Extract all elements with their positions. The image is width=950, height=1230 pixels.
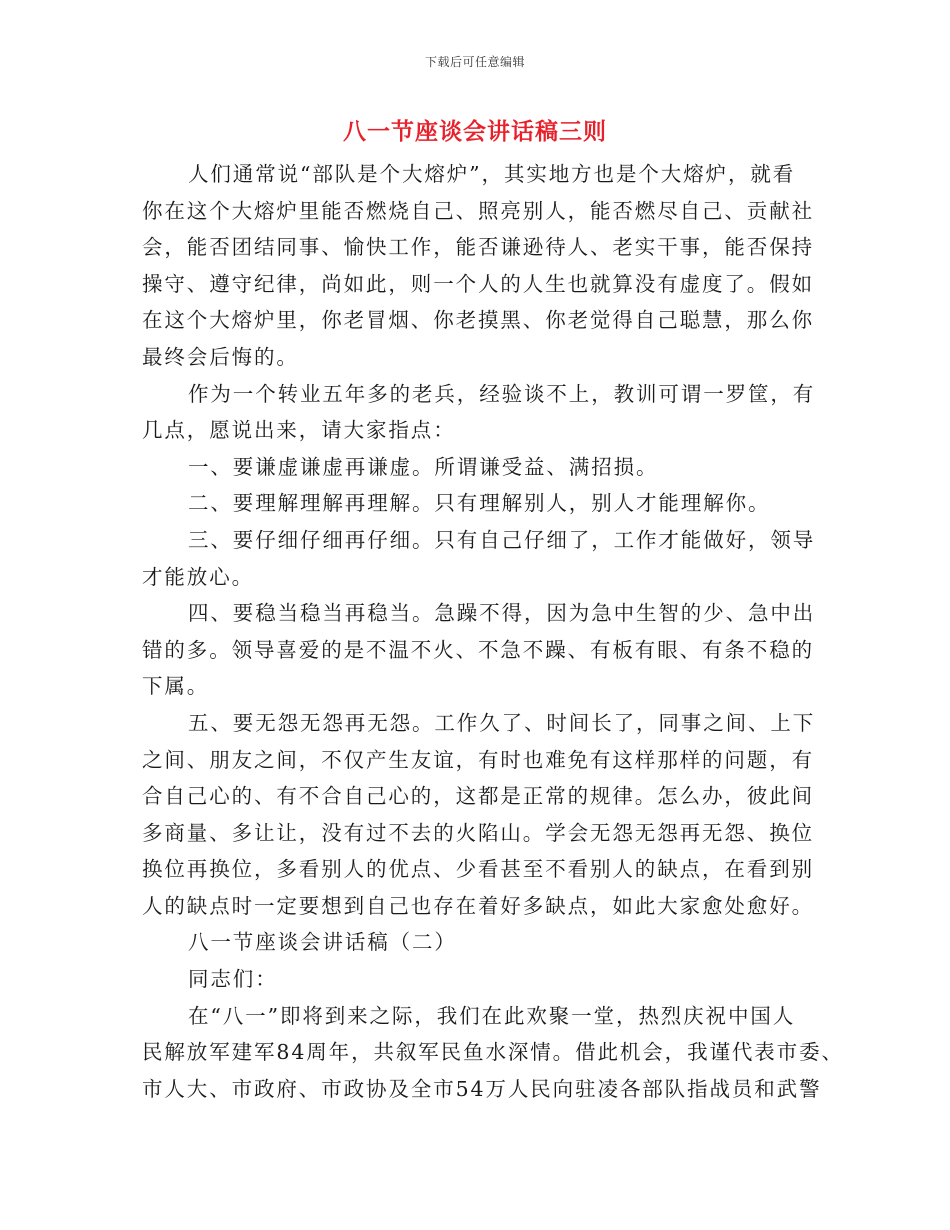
text-line: 操守、遵守纪律，尚如此，则一个人的人生也就算没有虚度了。假如 [142, 271, 814, 296]
text-line: 多商量、多让让，没有过不去的火陷山。学会无怨无怨再无怨、换位 [142, 820, 814, 845]
text-line: 市人大、市政府、市政协及全市54万人民向驻凌各部队指战员和武警 [142, 1076, 822, 1101]
text-line: 人的缺点时一定要想到自己也存在着好多缺点，如此大家愈处愈好。 [142, 893, 814, 918]
text-line: 二、要理解理解再理解。只有理解别人，别人才能理解你。 [188, 491, 771, 516]
text-line: 作为一个转业五年多的老兵，经验谈不上，教训可谓一罗筐，有 [188, 381, 816, 406]
text-line: 一、要谦虚谦虚再谦虚。所谓谦受益、满招损。 [188, 454, 659, 479]
text-line: 错的多。领导喜爱的是不温不火、不急不躁、有板有眼、有条不稳的 [142, 637, 814, 662]
text-line: 最终会后悔的。 [142, 344, 299, 369]
text-line: 人们通常说“部队是个大熔炉”，其实地方也是个大熔炉，就看 [188, 162, 796, 186]
text-line: 才能放心。 [142, 564, 254, 589]
text-line: 换位再换位，多看别人的优点、少看甚至不看别人的缺点，在看到别 [142, 857, 814, 882]
text-line: 三、要仔细仔细再仔细。只有自己仔细了，工作才能做好，领导 [188, 527, 816, 552]
text-line: 在“八一”即将到来之际，我们在此欢聚一堂，热烈庆祝中国人 [188, 1003, 796, 1028]
text-line: 几点，愿说出来，请大家指点： [142, 418, 456, 443]
text-line: 八一节座谈会讲话稿（二） [188, 930, 457, 955]
text-line: 同志们： [188, 967, 278, 992]
text-line: 在这个大熔炉里，你老冒烟、你老摸黑、你老觉得自己聪慧，那么你 [142, 308, 814, 333]
text-line: 民解放军建军84周年，共叙军民鱼水深情。借此机会，我谨代表市委、 [142, 1040, 844, 1065]
document-title: 八一节座谈会讲话稿三则 [343, 119, 607, 145]
text-line: 会，能否团结同事、愉快工作，能否谦逊待人、老实干事，能否保持 [142, 235, 814, 260]
text-line: 之间、朋友之间，不仅产生友谊，有时也难免有这样那样的问题，有 [142, 747, 814, 772]
text-line: 你在这个大熔炉里能否燃烧自己、照亮别人，能否燃尽自己、贡献社 [142, 198, 814, 223]
text-line: 五、要无怨无怨再无怨。工作久了、时间长了，同事之间、上下 [188, 710, 816, 735]
text-line: 四、要稳当稳当再稳当。急躁不得，因为急中生智的少、急中出 [188, 601, 816, 626]
header-note: 下载后可任意编辑 [424, 55, 525, 69]
document-body [142, 156, 844, 1107]
text-line: 合自己心的、有不合自己心的，这都是正常的规律。怎么办，彼此间 [142, 784, 814, 809]
text-line: 下属。 [142, 674, 210, 699]
